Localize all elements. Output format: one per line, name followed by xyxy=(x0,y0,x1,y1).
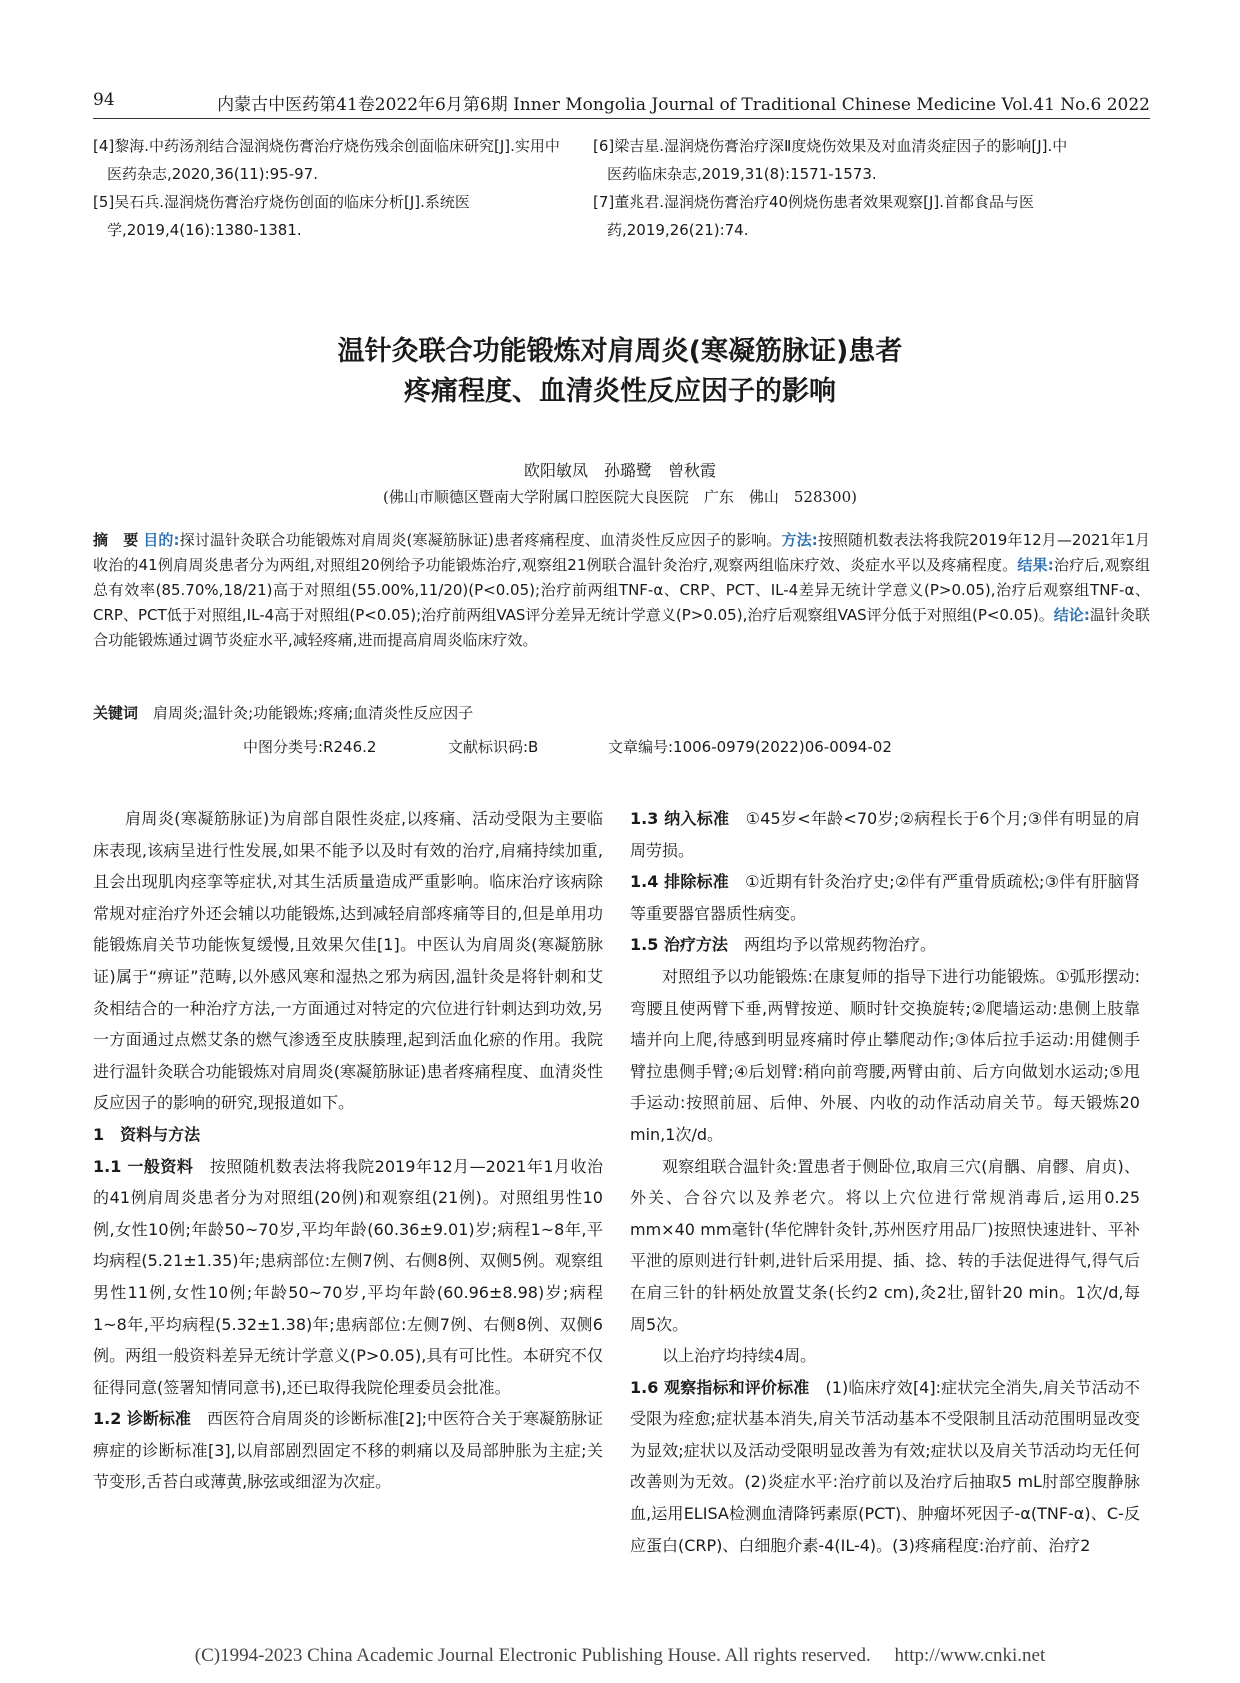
subsection-heading: 1.5 治疗方法 xyxy=(630,935,728,955)
abstract-label: 摘 要 xyxy=(93,531,139,549)
affiliation: (佛山市顺德区暨南大学附属口腔医院大良医院 广东 佛山 528300) xyxy=(383,488,857,506)
abstract xyxy=(93,528,1150,653)
copyright-footer: (C)1994-2023 China Academic Journal Electronic Publishing House. All rights reserved. http://www.cnki.net xyxy=(194,1645,1046,1666)
reference-item: [7]董兆君.湿润烧伤膏治疗40例烧伤患者效果观察[J].首都食品与医药,2019,26(21):74. xyxy=(593,193,1035,239)
method-label: 方法: xyxy=(781,531,818,549)
conclusion-text: 温针灸联合功能锻炼通过调节炎症水平,减轻疼痛,进而提高肩周炎临床疗效。 xyxy=(93,606,1150,649)
control-group-paragraph: 对照组予以功能锻炼:在康复师的指导下进行功能锻炼。①弧形摆动:弯腰且使两臂下垂,两臂按逆、顺时针交换旋转;②爬墙运动:患侧上肢靠墙并向上爬,待感到明显疼痛时停止攀爬动作;③体后拉手运动:用健侧手臂拉患侧手臂;④后划臂:稍向前弯腰,两臂由前、后方向做划水运动;⑤甩手运动:按照前屈、后伸、外展、内收的动作活动肩关节。每天锻炼20 min,1次/d。 xyxy=(630,966,1140,1144)
subsection-heading: 1.3 纳入标准 xyxy=(630,809,730,828)
journal-info: 内蒙古中医药第41卷2022年6月第6期 Inner Mongolia Journal of Traditional Chinese Medicine Vol.41 No.6 2022 xyxy=(217,95,1150,115)
reference-item: [6]梁吉星.湿润烧伤膏治疗深Ⅱ度烧伤效果及对血清炎症因子的影响[J].中医药临床杂志,2019,31(8):1571-1573. xyxy=(593,137,1068,183)
subsection-text: 两组均予以常规药物治疗。 xyxy=(743,935,936,955)
keywords-value: 肩周炎;温针灸;功能锻炼;疼痛;血清炎性反应因子 xyxy=(153,704,474,722)
title-line-1: 温针灸联合功能锻炼对肩周炎(寒凝筋脉证)患者 xyxy=(337,336,903,367)
reference-item: [5]吴石兵.湿润烧伤膏治疗烧伤创面的临床分析[J].系统医学,2019,4(16):1380-1381. xyxy=(93,193,470,239)
subsection-text: ①近期有针灸治疗史;②伴有严重骨质疏松;③伴有肝脑肾等重要器官器质性病变。 xyxy=(630,872,1140,923)
references-left xyxy=(93,132,573,244)
objective-label: 目的: xyxy=(143,531,180,549)
conclusion-label: 结论: xyxy=(1053,606,1090,624)
authors: 欧阳敏凤 孙璐鹭 曾秋霞 xyxy=(523,461,716,480)
document-code: 文献标识码:B xyxy=(448,738,539,756)
result-text: 治疗后,观察组总有效率(85.70%,18/21)高于对照组(55.00%,11/20)(P<0.05);治疗前两组TNF-α、CRP、PCT、IL-4差异无统计学意义(P>0.05),治疗后观察组TNF-α、CRP、PCT低于对照组,IL-4高于对照组(P<0.05);治疗前两组VAS评分差异无统计学意义(P>0.05),治疗后观察组VAS评分低于对照组(P<0.05)。 xyxy=(93,556,1150,624)
intro-paragraph: 肩周炎(寒凝筋脉证)为肩部自限性炎症,以疼痛、活动受限为主要临床表现,该病呈进行性发展,如果不能予以及时有效的治疗,肩痛持续加重,且会出现肌肉痉挛等症状,对其生活质量造成严重影响。临床治疗该病除常规对症治疗外还会辅以功能锻炼,达到减轻肩部疼痛等目的,但是单用功能锻炼肩关节功能恢复缓慢,且效果欠佳[1]。中医认为肩周炎(寒凝筋脉证)属于“痹证”范畴,以外感风寒和湿热之邪为病因,温针灸是将针刺和艾灸相结合的一种治疗方法,一方面通过对特定的穴位进行针刺达到功效,另一方面通过点燃艾条的燃气渗透至皮肤腠理,起到活血化瘀的作用。我院进行温针灸联合功能锻炼对肩周炎(寒凝筋脉证)患者疼痛程度、血清炎性反应因子的影响的研究,现报道如下。 xyxy=(93,809,603,1113)
page-number: 94 xyxy=(93,90,115,110)
subsection-text: 西医符合肩周炎的诊断标准[2];中医符合关于寒凝筋脉证痹症的诊断标准[3],以肩部剧烈固定不移的刺痛以及局部肿胀为主症;关节变形,舌苔白或薄黄,脉弦或细涩为次症。 xyxy=(93,1409,603,1492)
section-heading: 1 资料与方法 xyxy=(93,1124,201,1144)
left-column xyxy=(93,803,603,1498)
keywords-label: 关键词 xyxy=(93,704,139,722)
subsection-heading: 1.1 一般资料 xyxy=(93,1156,194,1176)
keywords xyxy=(93,702,1150,723)
reference-item: [4]黎海.中药汤剂结合湿润烧伤膏治疗烧伤残余创面临床研究[J].实用中医药杂志,2020,36(11):95-97. xyxy=(93,137,560,183)
observation-group-paragraph: 观察组联合温针灸:置患者于侧卧位,取肩三穴(肩髃、肩髎、肩贞)、外关、合谷穴以及养老穴。将以上穴位进行常规消毒后,运用0.25 mm×40 mm毫针(华佗牌针灸针,苏州医疗用品厂)按照快速进针、平补平泄的原则进行针刺,进针后采用提、插、捻、转的手法促进得气,得气后在肩三针的针柄处放置艾条(长约2 cm),灸2壮,留针20 min。1次/d,每周5次。 xyxy=(630,1156,1140,1334)
method-text: 按照随机数表法将我院2019年12月—2021年1月收治的41例肩周炎患者分为两组,对照组20例给予功能锻炼治疗,观察组21例联合温针灸治疗,观察两组临床疗效、炎症水平以及疼痛程度。 xyxy=(93,531,1150,574)
subsection-text: 按照随机数表法将我院2019年12月—2021年1月收治的41例肩周炎患者分为对照组(20例)和观察组(21例)。对照组男性10例,女性10例;年龄50~70岁,平均年龄(60.36±9.01)岁;病程1~8年,平均病程(5.21±1.35)年;患病部位:左侧7例、右侧8例、双侧5例。观察组男性11例,女性10例;年龄50~70岁,平均年龄(60.96±8.98)岁;病程1~8年,平均病程(5.32±1.38)年;患病部位:左侧7例、右侧8例、双侧6例。两组一般资料差异无统计学意义(P>0.05),具有可比性。本研究不仅征得同意(签署知情同意书),还已取得我院伦理委员会批准。 xyxy=(93,1156,603,1397)
references-right xyxy=(593,132,1073,244)
subsection-heading: 1.6 观察指标和评价标准 xyxy=(630,1377,810,1397)
clc-number: 中图分类号:R246.2 xyxy=(243,738,377,756)
objective-text: 探讨温针灸联合功能锻炼对肩周炎(寒凝筋脉证)患者疼痛程度、血清炎性反应因子的影响。 xyxy=(179,531,782,549)
result-label: 结果: xyxy=(1017,556,1054,574)
running-header xyxy=(93,90,1150,119)
article-title xyxy=(0,332,1240,412)
subsection-text: ①45岁<年龄<70岁;②病程长于6个月;③伴有明显的肩周劳损。 xyxy=(630,809,1140,860)
subsection-heading: 1.2 诊断标准 xyxy=(93,1409,191,1429)
subsection-text: (1)临床疗效[4]:症状完全消失,肩关节活动不受限为痊愈;症状基本消失,肩关节活动基本不受限制且活动范围明显改变为显效;症状以及活动受限明显改善为有效;症状以及肩关节活动均无任何改善则为无效。(2)炎症水平:治疗前以及治疗后抽取5 mL肘部空腹静脉血,运用ELISA检测血清降钙素原(PCT)、肿瘤坏死因子-α(TNF-α)、C-反应蛋白(CRP)、白细胞介素-4(IL-4)。(3)疼痛程度:治疗前、治疗2 xyxy=(630,1377,1140,1555)
right-column xyxy=(630,803,1140,1561)
article-number: 文章编号:1006-0979(2022)06-0094-02 xyxy=(608,738,892,756)
subsection-heading: 1.4 排除标准 xyxy=(630,872,729,892)
title-line-2: 疼痛程度、血清炎性反应因子的影响 xyxy=(404,376,836,407)
duration-paragraph: 以上治疗均持续4周。 xyxy=(662,1346,817,1366)
